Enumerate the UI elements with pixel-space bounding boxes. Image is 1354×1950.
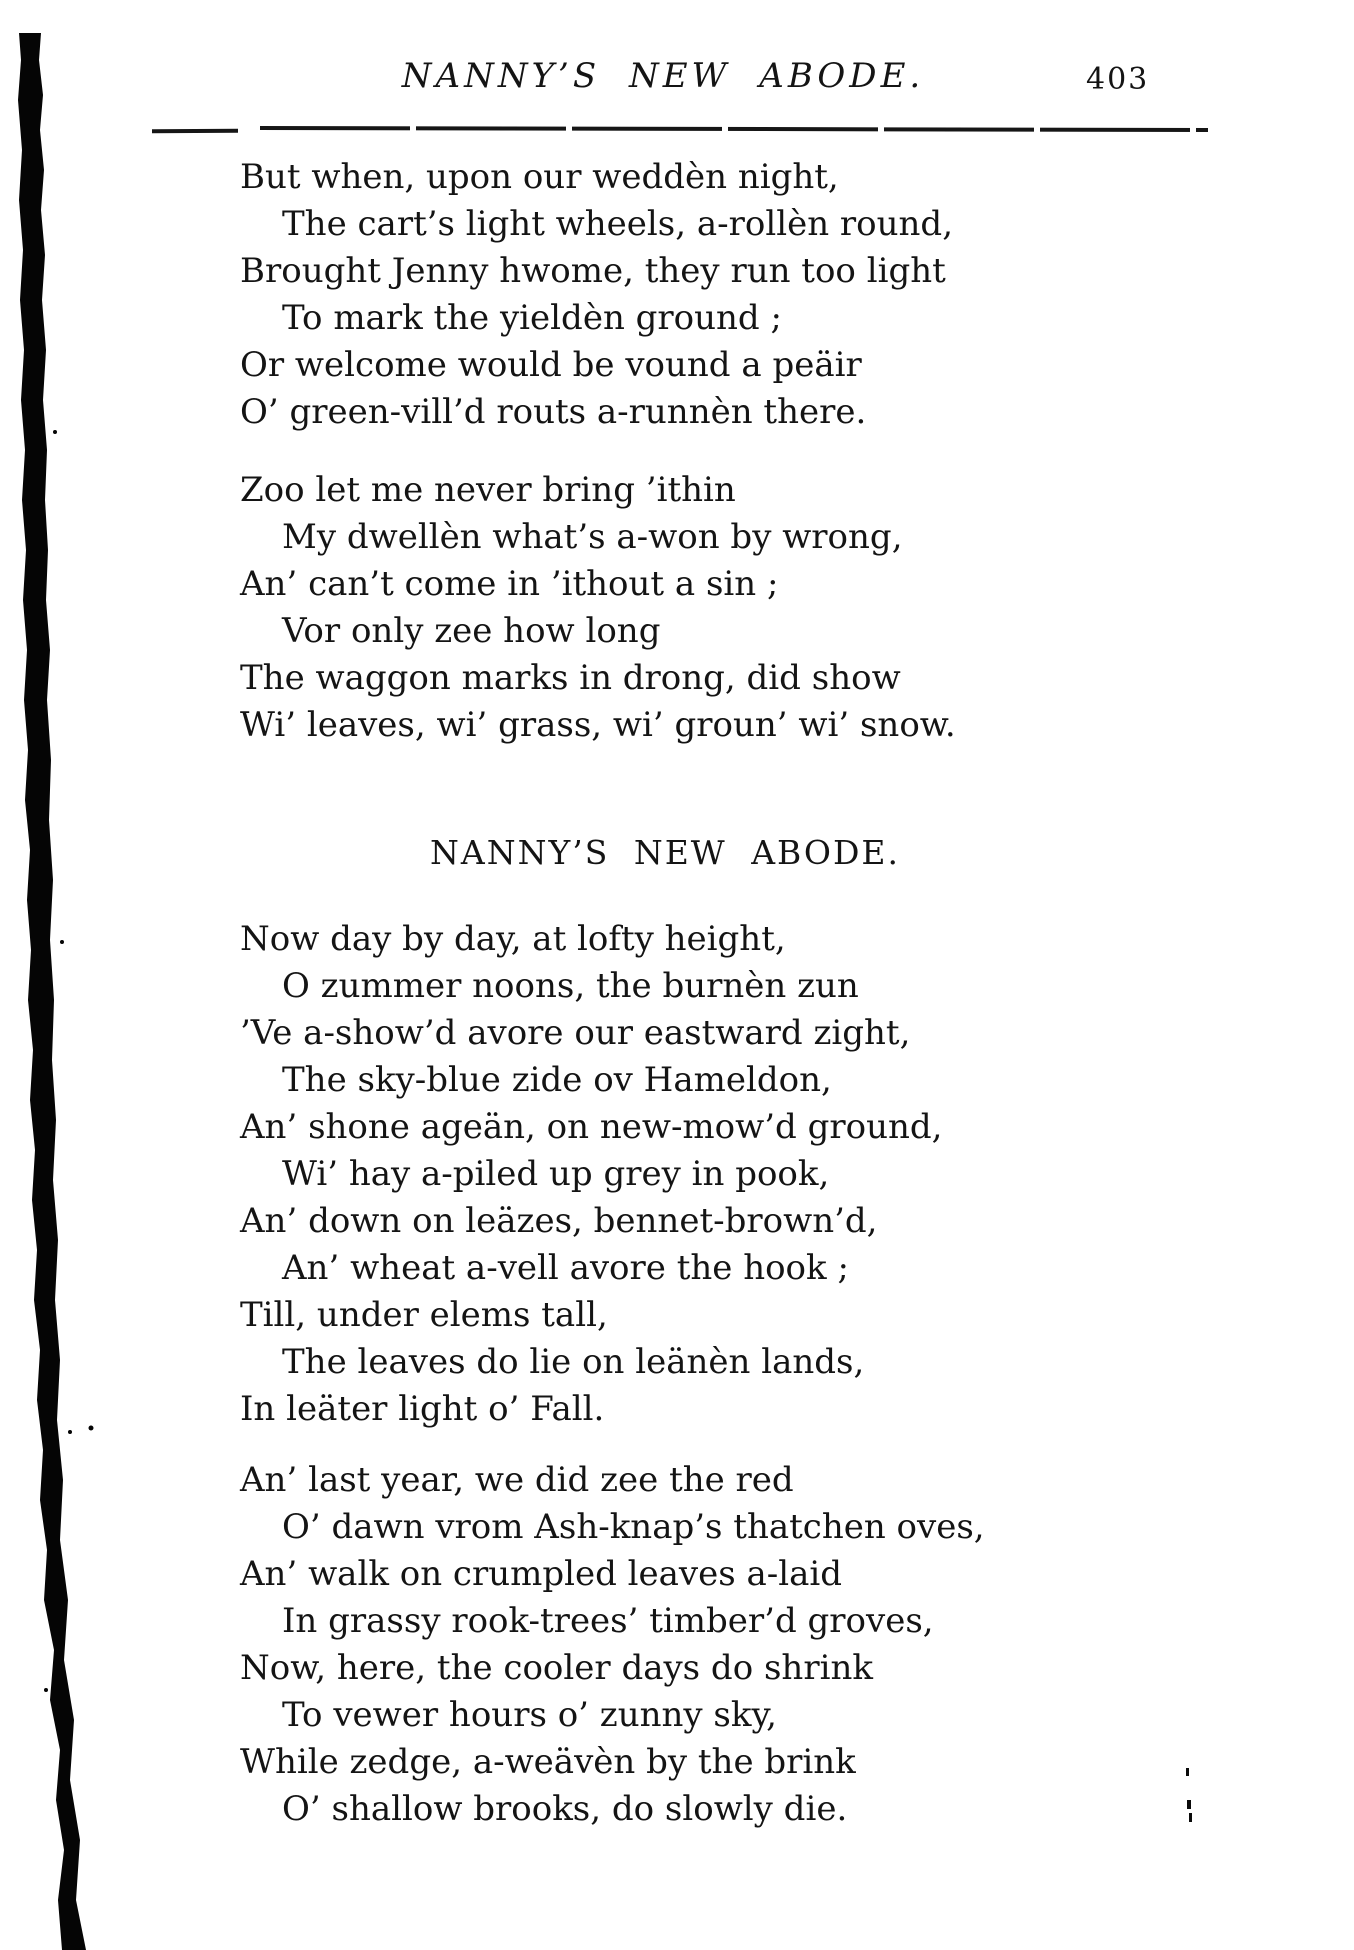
- poem-line: Or welcome would be vound a peäir: [240, 345, 862, 385]
- poem-line: O zummer noons, the burnèn zun: [282, 966, 859, 1006]
- poem-line: The cart’s light wheels, a-rollèn round,: [282, 204, 954, 244]
- poem-line: Till, under elems tall,: [240, 1295, 608, 1335]
- poem-line: To vewer hours o’ zunny sky,: [282, 1695, 777, 1735]
- poem-line: Zoo let me never bring ’ithin: [240, 470, 736, 510]
- poem-line: While zedge, a-weävèn by the brink: [240, 1742, 856, 1782]
- poem-line: ’Ve a-show’d avore our eastward zight,: [240, 1013, 911, 1053]
- header-rule-segment: [260, 126, 1208, 132]
- stanza: [240, 916, 942, 1433]
- poem-line: An’ can’t come in ’ithout a sin ;: [240, 564, 779, 604]
- page-number: 403: [1086, 62, 1150, 97]
- poem-line: Now day by day, at lofty height,: [240, 919, 786, 959]
- poem-line: O’ shallow brooks, do slowly die.: [282, 1789, 848, 1829]
- header-rule-segment: [152, 129, 238, 134]
- poem-title: NANNY’S NEW ABODE.: [430, 833, 900, 872]
- ink-speck: [1186, 1768, 1192, 1822]
- poem-line: My dwellèn what’s a-won by wrong,: [282, 517, 903, 557]
- poem-line: To mark the yieldèn ground ;: [282, 298, 782, 338]
- poem-line: But when, upon our weddèn night,: [240, 157, 839, 197]
- stanza: [240, 467, 956, 749]
- poem-line: An’ shone ageän, on new-mow’d ground,: [240, 1107, 943, 1147]
- poem-line: In leäter light o’ Fall.: [240, 1389, 605, 1429]
- poem-line: The leaves do lie on leänèn lands,: [282, 1342, 865, 1382]
- poem-line: Wi’ hay a-piled up grey in pook,: [282, 1154, 830, 1194]
- poem-line: An’ wheat a-vell avore the hook ;: [282, 1248, 849, 1288]
- poem-line: An’ down on leäzes, bennet-brown’d,: [240, 1201, 878, 1241]
- poem-line: Now, here, the cooler days do shrink: [240, 1648, 873, 1688]
- poem-line: Vor only zee how long: [282, 611, 661, 651]
- stanza: [240, 154, 953, 436]
- poem-line: O’ green-vill’d routs a-runnèn there.: [240, 392, 867, 432]
- poem-line: The sky-blue zide ov Hameldon,: [282, 1060, 832, 1100]
- poem-line: Brought Jenny hwome, they run too light: [240, 251, 946, 291]
- stanza: [240, 1457, 985, 1833]
- poem-line: An’ walk on crumpled leaves a-laid: [240, 1554, 843, 1594]
- running-title: NANNY’S NEW ABODE.: [401, 56, 925, 96]
- poem-line: The waggon marks in drong, did show: [240, 658, 901, 698]
- poem-line: An’ last year, we did zee the red: [240, 1460, 794, 1500]
- poem-line: In grassy rook-trees’ timber’d groves,: [282, 1601, 934, 1641]
- poem-line: Wi’ leaves, wi’ grass, wi’ groun’ wi’ snow.: [240, 705, 956, 745]
- poem-line: O’ dawn vrom Ash-knap’s thatchen oves,: [282, 1507, 985, 1547]
